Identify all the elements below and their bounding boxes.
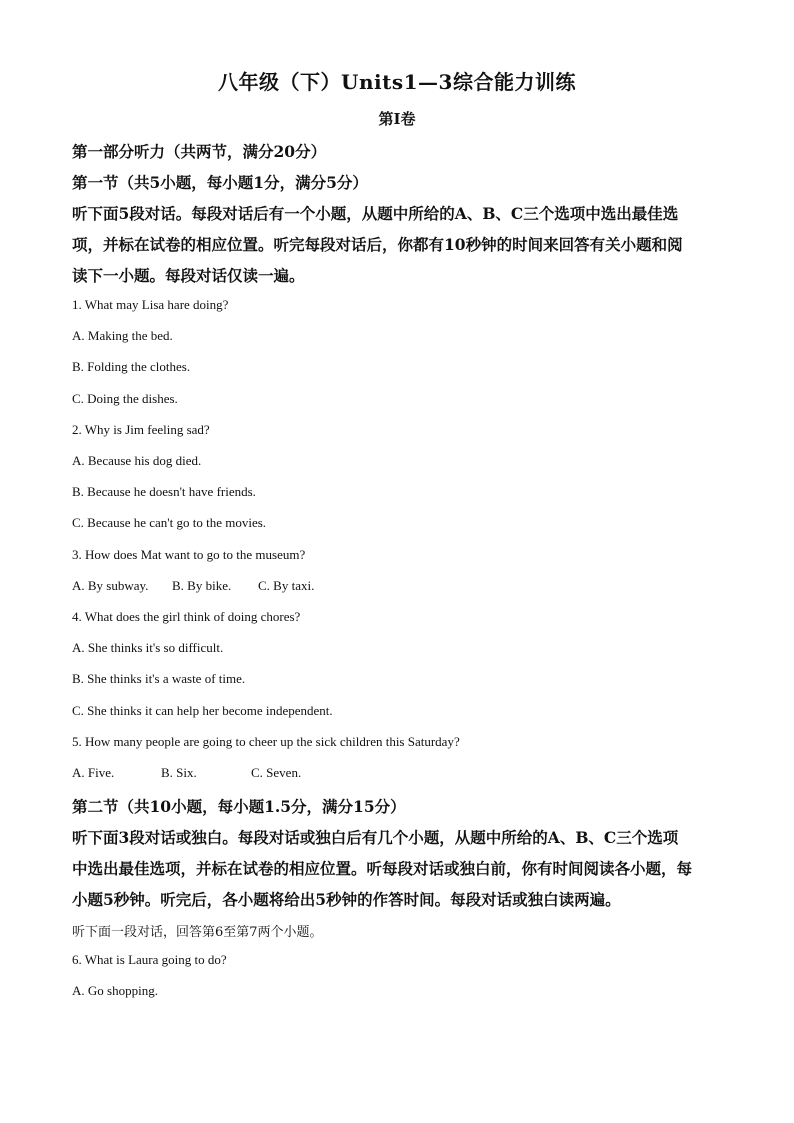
section2-instruction-line: 中选出最佳选项，并标在试卷的相应位置。听每段对话或独白前，你有时间阅读各小题，每 <box>72 859 693 878</box>
section2-instruction-line: 小题5秒钟。听完后，各小题将给出5秒钟的作答时间。每段对话或独白读两遍。 <box>72 890 621 909</box>
question-3-stem: 3. How does Mat want to go to the museum? <box>72 547 306 562</box>
question-2-stem: 2. Why is Jim feeling sad? <box>72 422 210 437</box>
section1-instruction-line: 读下一小题。每段对话仅读一遍。 <box>72 266 305 285</box>
question-1-stem: 1. What may Lisa hare doing? <box>72 297 229 312</box>
section1-instruction-line: 项，并标在试卷的相应位置。听完每段对话后，你都有10秒钟的时间来回答有关小题和阅 <box>72 235 683 254</box>
section1-heading: 第一节（共5小题，每小题1分，满分5分） <box>72 173 368 192</box>
question-6-stem: 6. What is Laura going to do? <box>72 952 227 967</box>
question-2-option-a: A. Because his dog died. <box>72 453 202 468</box>
question-4-option-a: A. She thinks it's so difficult. <box>72 640 224 655</box>
question-3-option-b: B. By bike. <box>172 578 232 593</box>
section2-heading: 第二节（共10小题，每小题1.5分，满分15分） <box>72 797 406 816</box>
question-5-option-c: C. Seven. <box>251 765 302 780</box>
question-2-option-c: C. Because he can't go to the movies. <box>72 515 267 530</box>
volume-label: 第I卷 <box>378 110 416 128</box>
section1-instruction-line: 听下面5段对话。每段对话后有一个小题，从题中所给的A、B、C三个选项中选出最佳选 <box>72 204 679 223</box>
question-3-option-c: C. By taxi. <box>258 578 315 593</box>
section2-instruction-line: 听下面3段对话或独白。每段对话或独白后有几个小题，从题中所给的A、B、C三个选项 <box>72 828 679 847</box>
dialogue-intro: 听下面一段对话，回答第6至第7两个小题。 <box>72 925 323 940</box>
question-1-option-c: C. Doing the dishes. <box>72 391 178 406</box>
question-1-option-a: A. Making the bed. <box>72 328 173 343</box>
question-5-option-a: A. Five. <box>72 765 115 780</box>
question-2-option-b: B. Because he doesn't have friends. <box>72 484 256 499</box>
question-5-stem: 5. How many people are going to cheer up the sick children this Saturday? <box>72 734 460 749</box>
question-6-option-a: A. Go shopping. <box>72 983 158 998</box>
question-4-stem: 4. What does the girl think of doing chores? <box>72 609 301 624</box>
question-1-option-b: B. Folding the clothes. <box>72 359 191 374</box>
page-title: 八年级（下）Units1—3综合能力训练 <box>218 70 576 94</box>
question-5-option-b: B. Six. <box>161 765 197 780</box>
question-4-option-b: B. She thinks it's a waste of time. <box>72 671 246 686</box>
question-3-option-a: A. By subway. <box>72 578 149 593</box>
question-3-options <box>72 578 314 594</box>
question-5-options <box>72 765 301 781</box>
question-4-option-c: C. She thinks it can help her become independent. <box>72 703 333 718</box>
part1-heading: 第一部分听力（共两节，满分20分） <box>72 142 327 161</box>
